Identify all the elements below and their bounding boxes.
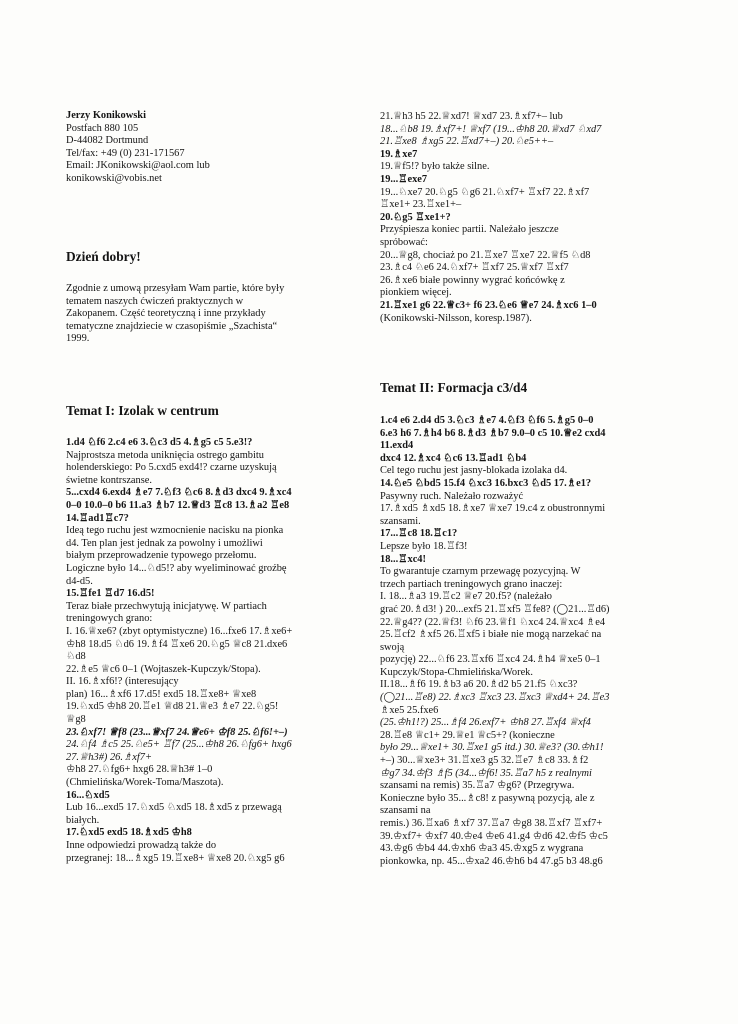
contact-line: D-44082 Dortmund: [66, 135, 149, 147]
chess-text-line: szansami na: [380, 805, 431, 817]
chess-text-line: ♔g7 34.♔f3 ♗f5 (34...♔f6! 35.♖a7 h5 z realnymi: [380, 767, 592, 779]
theme1-continuation: [380, 111, 648, 325]
chess-text-line: 16...♘xd5: [66, 789, 110, 801]
intro-line: Zgodnie z umową przesyłam Wam partie, które były: [66, 283, 285, 294]
chess-text-line: Inne odpowiedzi prowadzą także do: [66, 840, 217, 851]
chess-text-line: 19.♕f5!? było także silne.: [380, 161, 490, 173]
chess-text-line: świetne kontrszanse.: [66, 474, 152, 486]
chess-text-line: 1.d4 ♘f6 2.c4 e6 3.♘c3 d5 4.♗g5 c5 5.e3!?: [66, 437, 253, 448]
chess-text-line: II. 16.♗xf6!? (interesujący: [66, 676, 179, 688]
chess-text-line: 22.♕g4?? (22.♕f3! ♘f6 23.♕f1 ♘xc4 24.♕xc4 ♗e4: [380, 616, 606, 628]
chess-text-line: grać 20.♗d3! ) 20...exf5 21.♖xf5 ♖fe8? (◯21...♖d6): [380, 603, 610, 615]
chess-text-line: 20...♕g8, chociaż po 21.♖xe7 ♖xe7 22.♕f5 ♘d8: [380, 249, 591, 261]
contact-line: konikowski@vobis.net: [66, 172, 162, 184]
chess-text-line: 17.♘xd5 exd5 18.♗xd5 ♔h8: [66, 827, 192, 839]
chess-text-line: (Konikowski-Nilsson, koresp.1987).: [380, 312, 532, 324]
chess-text-line: 18...♖xc4!: [380, 553, 426, 565]
chess-text-line: Ideą tego ruchu jest wzmocnienie nacisku na pionka: [66, 525, 284, 537]
chess-text-line: d4-d5.: [66, 575, 93, 587]
chess-text-line: 22.♗e5 ♕c6 0–1 (Wojtaszek-Kupczyk/Stopa).: [66, 663, 261, 675]
intro-line: Zakopanem. Część teoretyczną i inne przykłady: [66, 308, 266, 320]
intro-line: 1999.: [66, 333, 90, 345]
chess-text-line: ♔h8 27.♘fg6+ hxg6 28.♕h3# 1–0: [66, 764, 213, 776]
chess-text-line: 24.♘f4 ♗c5 25.♘e5+ ♖f7 (25...♔h8 26.♘fg6+ hxg6: [66, 739, 292, 751]
chess-text-line: 0–0 10.0–0 b6 11.a3 ♗b7 12.♕d3 ♖c8 13.♗a2 ♖e8: [66, 499, 290, 511]
chess-text-line: ♗xe5 25.fxe6: [380, 704, 439, 716]
chess-text-line: szansami.: [380, 515, 421, 527]
chess-text-line: ♘d8: [66, 651, 86, 663]
chess-text-line: swoją: [380, 641, 405, 653]
chess-text-line: 21.♖xe8 ♗xg5 22.♖xd7+–) 20.♘e5++–: [380, 136, 554, 148]
theme2-heading: Temat II: Formacja c3/d4: [380, 380, 528, 395]
chess-text-line: pozycję) 22...♘f6 23.♖xf6 ♖xc4 24.♗h4 ♕xe5 0–1: [380, 654, 601, 666]
contact-lines: [66, 123, 328, 186]
chess-text-line: treningowych grano:: [66, 613, 153, 625]
chess-text-line: Logiczne było 14...♘d5!? aby wyeliminować groźbę: [66, 562, 287, 574]
chess-text-line: Przyśpiesza koniec partii. Należało jeszcze: [380, 224, 559, 236]
chess-text-line: 28.♖e8 ♕c1+ 29.♕e1 ♕c5+? (konieczne: [380, 729, 555, 741]
chess-text-line: 39.♔xf7+ ♔xf7 40.♔e4 ♔e6 41.g4 ♔d6 42.♔f5 ♔c5: [380, 830, 608, 842]
chess-text-line: 6.e3 h6 7.♗h4 b6 8.♗d3 ♗b7 9.0–0 c5 10.♕e2 cxd4: [380, 427, 606, 439]
contact-line: Email: JKonikowski@aol.com lub: [66, 160, 210, 172]
chess-text-line: I. 18...♗a3 19.♖c2 ♕e7 20.f5? (należało: [380, 591, 552, 603]
chess-text-line: 43.♔g6 ♔b4 44.♔xh6 ♔a3 45.♔xg5 z wygrana: [380, 843, 584, 855]
chess-text-line: białych.: [66, 814, 100, 826]
chess-text-line: 23.♗c4 ♘e6 24.♘xf7+ ♖xf7 25.♕xf7 ♖xf7: [380, 262, 569, 274]
chess-text-line: II.18...♗f6 19.♗b3 a6 20.♗d2 b5 21.f5 ♘xc3?: [380, 679, 578, 691]
chess-text-line: remis.) 36.♖xa6 ♗xf7 37.♖a7 ♔g8 38.♖xf7 ♖xf7+: [380, 818, 603, 829]
chess-text-line: białym przeprowadzenie typowego przełomu.: [66, 550, 257, 562]
chess-text-line: spróbować:: [380, 236, 428, 248]
chess-text-line: (Chmielińska/Worek-Toma/Maszota).: [66, 777, 224, 789]
chess-text-line: d4. Ten plan jest jednak za powolny i umożliwi: [66, 537, 263, 549]
chess-text-line: 23.♘xf7! ♕f8 (23...♕xf7 24.♕e6+ ♔f8 25.♘f6!+–): [66, 726, 288, 738]
chess-text-line: ♕g8: [66, 714, 86, 726]
chess-text-line: 1.c4 e6 2.d4 d5 3.♘c3 ♗e7 4.♘f3 ♘f6 5.♗g5 0–0: [380, 415, 594, 426]
chess-text-line: To gwarantuje czarnym przewagę pozycyjną. W: [380, 566, 581, 578]
chess-text-line: Teraz białe przechwytują inicjatywę. W partiach: [66, 600, 267, 612]
chess-text-line: Lub 16...exd5 17.♘xd5 ♘xd5 18.♗xd5 z przewagą: [66, 802, 282, 814]
chess-text-line: 17.♗xd5 ♗xd5 18.♗xe7 ♕xe7 19.c4 z obustronnymi: [380, 503, 606, 515]
chess-text-line: ♖xe1+ 23.♖xe1+–: [380, 199, 462, 211]
contact-block: [66, 110, 328, 186]
chess-text-line: holenderskiego: Po 5.cxd5 exd4!? czarne uzyskują: [66, 462, 277, 474]
chess-text-line: Cel tego ruchu jest jasny-blokada izolaka d4.: [380, 465, 568, 477]
chess-text-line: 15.♖fe1 ♖d7 16.d5!: [66, 588, 155, 600]
chess-text-line: pionkowka, np. 45...♔xa2 46.♔h6 b4 47.g5 b3 48.g6: [380, 855, 603, 867]
chess-text-line: 19...♘xe7 20.♘g5 ♘g6 21.♘xf7+ ♖xf7 22.♗xf7: [380, 186, 590, 198]
chess-text-line: 5...cxd4 6.exd4 ♗e7 7.♘f3 ♘c6 8.♗d3 dxc4 9.♗xc4: [66, 487, 292, 499]
chess-text-line: (◯21...♖e8) 22.♗xc3 ♖xc3 23.♖xc3 ♕xd4+ 24.♖e3: [380, 692, 610, 704]
chess-text-line: dxc4 12.♗xc4 ♘c6 13.♖ad1 ♘b4: [380, 452, 527, 464]
intro-line: tematyczne znajdziecie w czasopiśmie „Szachista“: [66, 320, 278, 332]
chess-text-line: 21.♕h3 h5 22.♕xd7! ♕xd7 23.♗xf7+– lub: [380, 111, 563, 122]
chess-text-line: Kupczyk/Stopa-Chmielińska/Worek.: [380, 666, 533, 678]
chess-text-line: było 29...♕xe1+ 30.♖xe1 g5 itd.) 30.♕e3? (30.♔h1!: [380, 742, 604, 754]
theme2-body: [380, 415, 648, 868]
chess-text-line: 18...♘b8 19.♗xf7+! ♕xf7 (19...♔h8 20.♕xd7 ♘xd7: [380, 123, 602, 135]
theme1-body: [66, 437, 328, 865]
contact-line: Postfach 880 105: [66, 122, 139, 134]
chess-text-line: I. 16.♕xe6? (zbyt optymistyczne) 16...fxe6 17.♗xe6+: [66, 625, 293, 637]
chess-text-line: +–) 30...♕xe3+ 31.♖xe3 g5 32.♖e7 ♗c8 33.♗f2: [380, 755, 589, 767]
chess-text-line: plan) 16...♗xf6 17.d5! exd5 18.♖xe8+ ♕xe8: [66, 688, 257, 700]
chess-text-line: 17...♖c8 18.♖c1?: [380, 528, 458, 540]
intro-line: tematem naszych ćwiczeń praktycznych w: [66, 295, 244, 307]
chess-text-line: ♔h8 18.d5 ♘d6 19.♗f4 ♖xe6 20.♘g5 ♕c8 21.dxe6: [66, 638, 288, 650]
chess-text-line: trzech partiach treningowych grano inaczej:: [380, 578, 563, 590]
theme1-heading: Temat I: Izolak w centrum: [66, 403, 219, 418]
chess-text-line: 14.♘e5 ♘bd5 15.f4 ♘xc3 16.bxc3 ♘d5 17.♗e1?: [380, 477, 592, 489]
chess-text-line: Najprostsza metoda uniknięcia ostrego gambitu: [66, 449, 264, 461]
intro-paragraph: [66, 283, 328, 346]
chess-text-line: 14.♖ad1♖c7?: [66, 512, 129, 524]
chess-text-line: 26.♗xe6 białe powinny wygrać końcówkę z: [380, 274, 565, 286]
chess-text-line: Konieczne było 35...♗c8! z pasywną pozycją, ale z: [380, 792, 595, 804]
chess-text-line: 21.♖xe1 g6 22.♕c3+ f6 23.♘e6 ♕e7 24.♗xc6 1–0: [380, 299, 597, 311]
chess-text-line: 25.♖cf2 ♗xf5 26.♖xf5 i białe nie mogą narzekać na: [380, 629, 602, 641]
chess-text-line: 19...♖exe7: [380, 173, 428, 185]
greeting-heading: Dzień dobry!: [66, 249, 141, 264]
chess-text-line: Lepsze było 18.♖f3!: [380, 540, 468, 552]
chess-text-line: 19.♘xd5 ♔h8 20.♖e1 ♕d8 21.♕e3 ♗e7 22.♘g5!: [66, 701, 279, 713]
chess-text-line: 11.exd4: [380, 440, 414, 452]
chess-text-line: 20.♘g5 ♖xe1+?: [380, 211, 451, 223]
contact-line: Tel/fax: +49 (0) 231-171567: [66, 147, 185, 159]
chess-text-line: szansami na remis) 35.♖a7 ♔g6? (Przegrywa.: [380, 780, 575, 792]
chess-text-line: przegranej: 18...♗xg5 19.♖xe8+ ♕xe8 20.♘xg5 g6: [66, 852, 285, 864]
chess-text-line: Pasywny ruch. Należało rozważyć: [380, 490, 524, 502]
chess-text-line: pionkiem więcej.: [380, 287, 452, 299]
chess-text-line: 19.♗xe7: [380, 148, 418, 160]
chess-text-line: 27.♕h3#) 26.♗xf7+: [66, 751, 152, 763]
chess-text-line: (25.♔h1!?) 25...♗f4 26.exf7+ ♔h8 27.♖xf4 ♕xf4: [380, 717, 591, 729]
author-name: Jerzy Konikowski: [66, 110, 146, 121]
